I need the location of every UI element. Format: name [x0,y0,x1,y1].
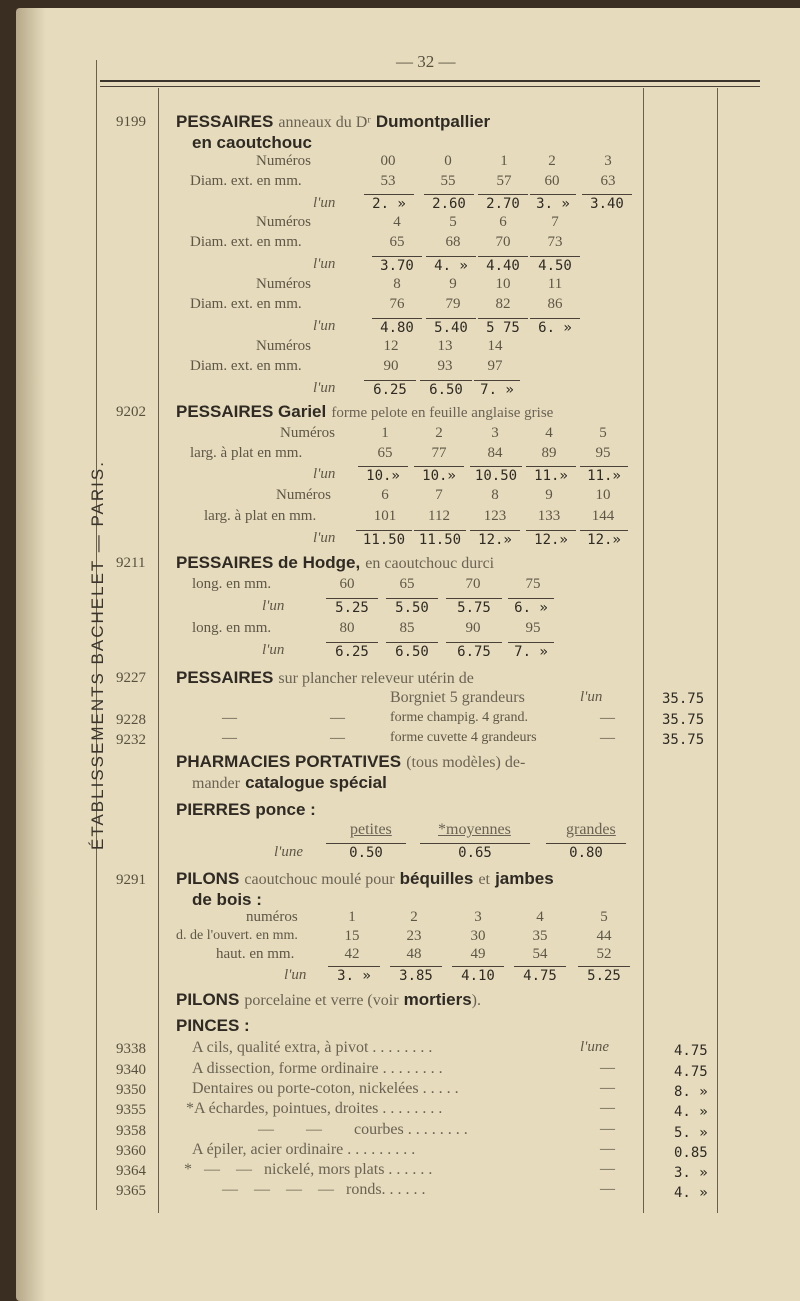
table-cell: 14 [487,338,503,354]
table-cell: 95 [525,620,541,636]
item-code: 9360 [116,1143,146,1159]
table-cell: 3 [491,425,499,441]
price-cell: 4. » [426,256,476,274]
price-cell: 2. » [364,194,414,212]
page-number: — 32 — [396,52,456,71]
item-code: 9291 [116,872,146,888]
table-cell: 6 [381,487,389,503]
price-cell: 5.40 [426,318,476,336]
table-cell: 80 [339,620,355,636]
item-code: 9202 [116,404,146,420]
table-cell: 70 [495,234,511,250]
table-cell: 65 [399,576,415,592]
table-cell: 4 [536,909,544,925]
item-price: 5. » [674,1125,708,1141]
table-cell: 144 [591,508,615,524]
label-larg: larg. à plat en mm. [190,445,303,461]
table-cell: 123 [483,508,507,524]
price-cell: 3. » [328,966,380,984]
item-description: *A échardes, pointues, droites . . . . . . . . [186,1100,443,1117]
table-cell: 89 [541,445,557,461]
unit-label: — [600,1080,615,1096]
price-cell: 12.» [470,530,520,548]
table-cell: 70 [465,576,481,592]
table-cell: 10 [595,487,611,503]
right-column-rule [717,88,718,1213]
table-cell: 10 [495,276,511,292]
unit-label: — [600,1141,615,1157]
price-cell: 4.80 [372,318,422,336]
section-title: PIERRES ponce : [176,800,316,819]
table-cell: 1 [348,909,356,925]
price-cell: 0.80 [546,843,626,861]
unit-label: — [600,1060,615,1076]
label-numeros: Numéros [256,214,311,230]
label-un: l'un [313,466,336,482]
table-cell: 65 [389,234,405,250]
section-title: PESSAIRES de Hodge, en caoutchouc durci [176,553,495,572]
price-cell: 10.50 [470,466,522,484]
price-cell: 3.70 [372,256,422,274]
ditto-mark: — [330,710,345,726]
table-cell: 5 [449,214,457,230]
price-cell: 3. » [530,194,576,212]
price-cell: 6.50 [420,380,472,398]
table-cell: 3 [474,909,482,925]
price-cell: 2.70 [478,194,528,212]
item-code: 9211 [116,555,146,571]
item-code: 9199 [116,114,146,130]
table-cell: 68 [445,234,461,250]
item-description: — — courbes . . . . . . . . [258,1121,468,1138]
price-cell: 11.50 [356,530,412,548]
price-cell: 4.75 [514,966,566,984]
item-price: 4.75 [674,1064,708,1080]
ditto-mark: — [222,710,237,726]
table-cell: 7 [435,487,443,503]
label-numeros: Numéros [256,338,311,354]
price-cell: 5.75 [446,598,502,616]
section-title: PESSAIRES anneaux du Dʳ Dumontpallier [176,112,491,131]
label-numeros: Numéros [256,276,311,292]
section-title: PILONS porcelaine et verre (voir mortiers). [176,990,481,1009]
table-cell: 57 [496,173,512,189]
table-cell: 8 [491,487,499,503]
label-un: l'un [313,195,336,211]
price-cell: 6.50 [386,642,438,660]
label-un: l'un [313,256,336,272]
item-description: — — — — ronds. . . . . . [222,1181,426,1198]
label-diam: Diam. ext. en mm. [190,234,302,250]
table-cell: 53 [380,173,396,189]
item-price: 35.75 [662,691,705,707]
section-title: PILONS caoutchouc moulé pour béquilles et jambes [176,869,554,888]
label-ouvert: d. de l'ouvert. en mm. [176,928,298,943]
label-un: l'un [313,380,336,396]
price-cell: 4.50 [530,256,580,274]
table-cell: 63 [600,173,616,189]
item-code: 9232 [116,732,146,748]
table-cell: 12 [383,338,399,354]
price-column-rule [643,88,644,1213]
price-cell: 6.25 [326,642,378,660]
side-publisher-text: ÉTABLISSEMENTS BACHELET — PARIS. [88,460,107,850]
table-cell: 11 [547,276,563,292]
unit-label: — [600,1100,615,1116]
table-cell: 82 [495,296,511,312]
ditto-mark: — [330,730,345,746]
label-long: long. en mm. [192,576,272,592]
table-cell: 4 [393,214,401,230]
item-price: 4.75 [674,1043,708,1059]
price-cell: 5.25 [326,598,378,616]
table-cell: 42 [344,946,360,962]
table-cell: 90 [383,358,399,374]
unit-label: — [600,710,615,726]
price-cell: 10.» [358,466,408,484]
table-cell: 86 [547,296,563,312]
item-price: 0.85 [674,1145,708,1161]
item-description: A dissection, forme ordinaire . . . . . . . . [192,1060,443,1077]
label-un: l'un [313,530,336,546]
unit-label: — [600,730,615,746]
price-cell: 6. » [530,318,580,336]
section-title: PESSAIRES sur plancher releveur utérin de [176,668,474,687]
price-cell: 3.40 [582,194,632,212]
label-long: long. en mm. [192,620,272,636]
table-cell: 93 [437,358,453,374]
unit-label: l'une [274,844,304,860]
table-cell: 30 [470,928,486,944]
page-binding-shadow [16,8,46,1301]
section-subtitle: mander catalogue spécial [192,773,387,792]
table-cell: 5 [600,909,608,925]
table-cell: 60 [339,576,355,592]
label-numeros: numéros [246,909,298,925]
table-cell: 2 [548,153,556,169]
unit-label: l'une [580,1039,610,1055]
price-cell: 11.» [580,466,628,484]
item-code: 9365 [116,1183,146,1199]
table-cell: 85 [399,620,415,636]
table-cell: 6 [499,214,507,230]
item-description: forme cuvette 4 grandeurs [390,730,537,745]
label-diam: Diam. ext. en mm. [190,296,302,312]
table-cell: 76 [389,296,405,312]
table-cell: 97 [487,358,503,374]
item-code: 9364 [116,1163,146,1179]
table-cell: 48 [406,946,422,962]
item-description: Borgniet 5 grandeurs [390,689,525,706]
table-cell: 2 [435,425,443,441]
label-un: l'un [284,967,307,983]
table-cell: 2 [410,909,418,925]
label-un: l'un [313,318,336,334]
table-cell: 4 [545,425,553,441]
item-code: 9355 [116,1102,146,1118]
item-code: 9227 [116,670,146,686]
table-cell: 55 [440,173,456,189]
table-cell: 95 [595,445,611,461]
label-numeros: Numéros [276,487,331,503]
item-code: 9338 [116,1041,146,1057]
price-cell: 3.85 [390,966,442,984]
table-cell: 75 [525,576,541,592]
table-cell: 54 [532,946,548,962]
price-cell: 4.10 [452,966,504,984]
table-cell: 52 [596,946,612,962]
table-cell: 44 [596,928,612,944]
price-cell: 11.50 [414,530,466,548]
section-title: PESSAIRES Gariel forme pelote en feuille anglaise grise [176,402,554,421]
column-header: petites [350,821,392,838]
table-cell: 9 [449,276,457,292]
table-cell: 5 [599,425,607,441]
unit-label: — [600,1161,615,1177]
price-cell: 5.25 [578,966,630,984]
label-diam: Diam. ext. en mm. [190,173,302,189]
item-code: 9340 [116,1062,146,1078]
item-description: A cils, qualité extra, à pivot . . . . . . . . [192,1039,433,1056]
label-diam: Diam. ext. en mm. [190,358,302,374]
table-cell: 84 [487,445,503,461]
item-price: 4. » [674,1185,708,1201]
section-title: PINCES : [176,1016,250,1035]
item-description: forme champig. 4 grand. [390,710,529,725]
table-cell: 00 [380,153,396,169]
table-cell: 65 [377,445,393,461]
table-cell: 101 [373,508,397,524]
table-cell: 35 [532,928,548,944]
table-cell: 60 [544,173,560,189]
unit-label: l'un [580,689,603,705]
table-cell: 1 [500,153,508,169]
price-cell: 6.25 [364,380,416,398]
item-description: A épiler, acier ordinaire . . . . . . . . . [192,1141,416,1158]
item-code: 9358 [116,1123,146,1139]
table-cell: 0 [444,153,452,169]
column-header: grandes [566,821,616,838]
section-title: PHARMACIES PORTATIVES (tous modèles) de- [176,752,526,771]
table-cell: 7 [551,214,559,230]
code-column-rule [158,88,159,1213]
item-price: 8. » [674,1084,708,1100]
price-cell: 4.40 [478,256,528,274]
item-description: * — — nickelé, mors plats . . . . . . [184,1161,433,1178]
table-cell: 133 [537,508,561,524]
table-cell: 9 [545,487,553,503]
item-price: 3. » [674,1165,708,1181]
price-cell: 12.» [580,530,628,548]
label-un: l'un [262,642,285,658]
item-price: 4. » [674,1104,708,1120]
price-cell: 7. » [508,642,554,660]
price-cell: 5.50 [386,598,438,616]
table-cell: 15 [344,928,360,944]
label-numeros: Numéros [280,425,335,441]
table-cell: 90 [465,620,481,636]
column-header: *moyennes [438,821,511,838]
price-cell: 7. » [474,380,520,398]
price-cell: 5 75 [478,318,528,336]
table-cell: 73 [547,234,563,250]
header-rule [100,80,760,82]
item-code: 9350 [116,1082,146,1098]
label-larg: larg. à plat en mm. [204,508,317,524]
table-cell: 3 [604,153,612,169]
item-price: 35.75 [662,732,705,748]
table-cell: 8 [393,276,401,292]
table-cell: 13 [437,338,453,354]
table-cell: 77 [431,445,447,461]
price-cell: 0.65 [420,843,530,861]
item-code: 9228 [116,712,146,728]
price-cell: 12.» [526,530,576,548]
price-cell: 2.60 [424,194,474,212]
unit-label: — [600,1121,615,1137]
item-price: 35.75 [662,712,705,728]
table-cell: 112 [428,508,450,524]
section-subtitle: de bois : [192,890,262,909]
price-cell: 6. » [508,598,554,616]
price-cell: 10.» [414,466,464,484]
price-cell: 0.50 [326,843,406,861]
item-description: Dentaires ou porte-coton, nickelées . . . . . [192,1080,459,1097]
section-subtitle: en caoutchouc [192,133,312,152]
table-cell: 49 [470,946,486,962]
header-rule-thin [100,86,760,87]
ditto-mark: — [222,730,237,746]
label-un: l'un [262,598,285,614]
price-cell: 11.» [526,466,576,484]
table-cell: 79 [445,296,461,312]
table-cell: 23 [406,928,422,944]
table-cell: 1 [381,425,389,441]
label-haut: haut. en mm. [216,946,295,962]
unit-label: — [600,1181,615,1197]
price-cell: 6.75 [446,642,502,660]
label-numeros: Numéros [256,153,311,169]
